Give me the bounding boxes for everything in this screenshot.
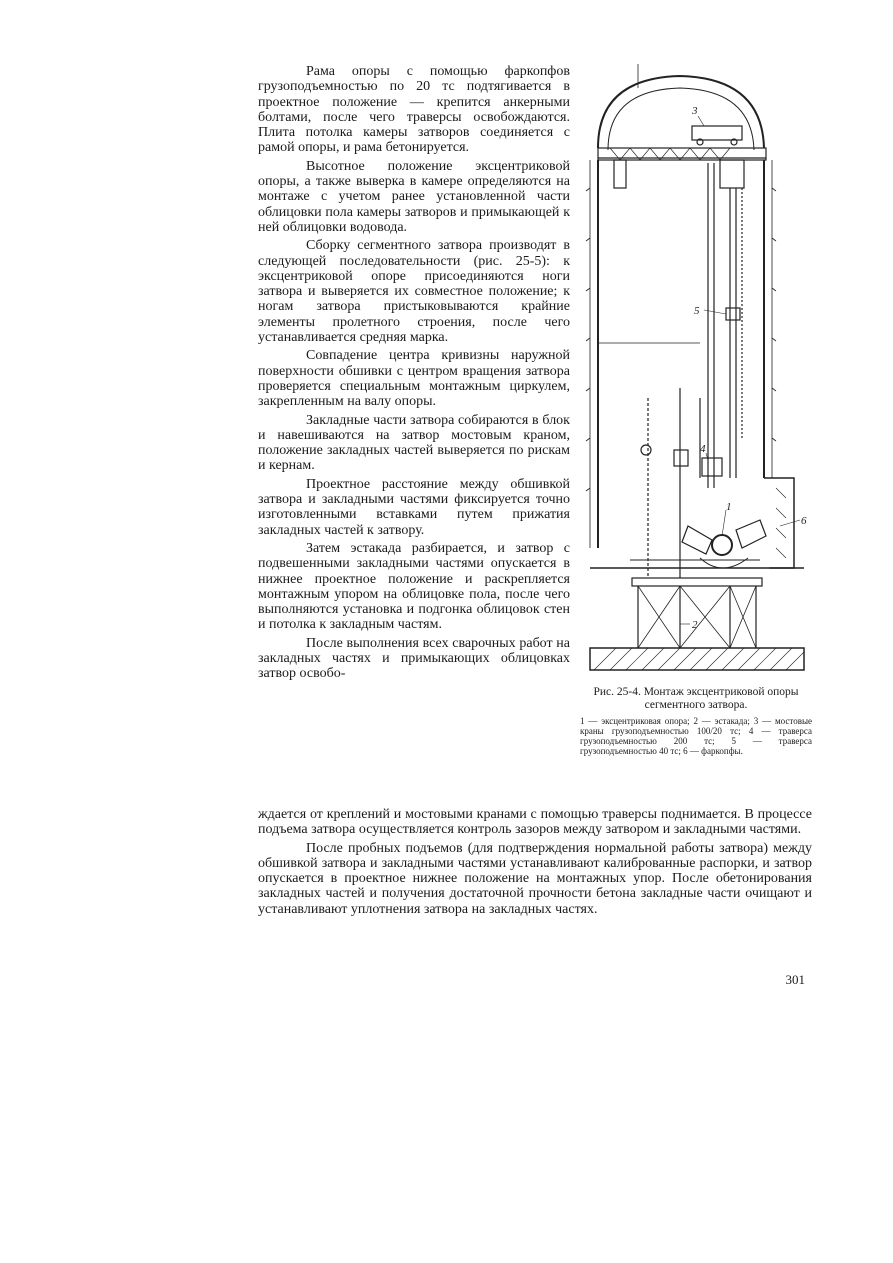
gate-chamber-drawing bbox=[580, 58, 812, 678]
figure-label: 6 bbox=[801, 515, 807, 527]
paragraph: Затем эстакада разбирается, и затвор с подвешенными закладными частями опускается в нижнее проектное положение и раскрепляется монтажным упором на облицовке пола, после чего выполняются установка и подгонка облицовок стен и потолка к закладным частям. bbox=[258, 540, 570, 633]
paragraph: После выполнения всех сварочных работ на закладных частях и примыкающих облицовках затвор освобо- bbox=[258, 635, 570, 682]
paragraph: Закладные части затвора собираются в блок и навешиваются на затвор мостовым краном, положение закладных частей выверяется по рискам и кернам. bbox=[258, 412, 570, 474]
figure-label: 1 bbox=[726, 501, 732, 513]
figure-25-4 bbox=[580, 58, 812, 678]
paragraph: Сборку сегментного затвора производят в следующей последовательности (рис. 25-5): к эксцентриковой опоре присоединяются ноги затвора и выверяется их совместное положение; к ногам затвора пристыковываются крайние элементы пролетного строения, после чего устанавливается средняя марка. bbox=[258, 238, 570, 346]
figure-legend: 1 — эксцентриковая опора; 2 — эстакада; 3 — мостовые краны грузоподъемностью 100/20 тс; 4 — траверса грузоподъемностью 200 тс; 5 — траверса грузоподъемностью 40 тс; 6 — фаркопфы. bbox=[580, 716, 812, 756]
full-width-text bbox=[258, 807, 812, 920]
figure-label: 4 bbox=[700, 443, 706, 455]
paragraph: Совпадение центра кривизны наружной поверхности обшивки с центром вращения затвора проверяется специальным монтажным циркулем, закрепленным на валу опоры. bbox=[258, 348, 570, 410]
figure-caption: Рис. 25-4. Монтаж эксцентриковой опоры сегментного затвора. bbox=[593, 686, 799, 711]
paragraph: Рама опоры с помощью фаркопфов грузоподъемностью по 20 тс подтягивается в проектное положение — крепится анкерными болтами, после чего траверсы освобождаются. Плита потолка камеры затворов соединяется с рамой опоры, и рама бетонируется. bbox=[258, 64, 570, 156]
page-number: 301 bbox=[785, 972, 805, 987]
paragraph: Проектное расстояние между обшивкой затвора и закладными частями фиксируется точно изготовленными вставками путем прижатия закладных частей к затвору. bbox=[258, 476, 570, 538]
paragraph: ждается от креплений и мостовыми кранами с помощью траверсы поднимается. В процессе подъема затвора осуществляется контроль зазоров между затвором и закладными частями. bbox=[258, 807, 812, 838]
figure-label: 5 bbox=[694, 305, 700, 317]
paragraph: После пробных подъемов (для подтверждения нормальной работы затвора) между обшивкой затвора и закладными частями устанавливают калиброванные распорки, и затвор опускается в проектное нижнее положение на монтажных упор. После обетонирования закладных частей и получения достаточной прочности бетона закладные части очищают и устанавливают уплотнения затвора на закладных частях. bbox=[258, 840, 812, 917]
paragraph: Высотное положение эксцентриковой опоры, а также выверка в камере определяются на монтаже с учетом ранее установленной части облицовки пола камеры затворов и примыкающей к ней облицовки водовода. bbox=[258, 158, 570, 235]
figure-label: 3 bbox=[692, 105, 698, 117]
left-column bbox=[258, 64, 570, 685]
figure-label: 2 bbox=[692, 619, 698, 631]
